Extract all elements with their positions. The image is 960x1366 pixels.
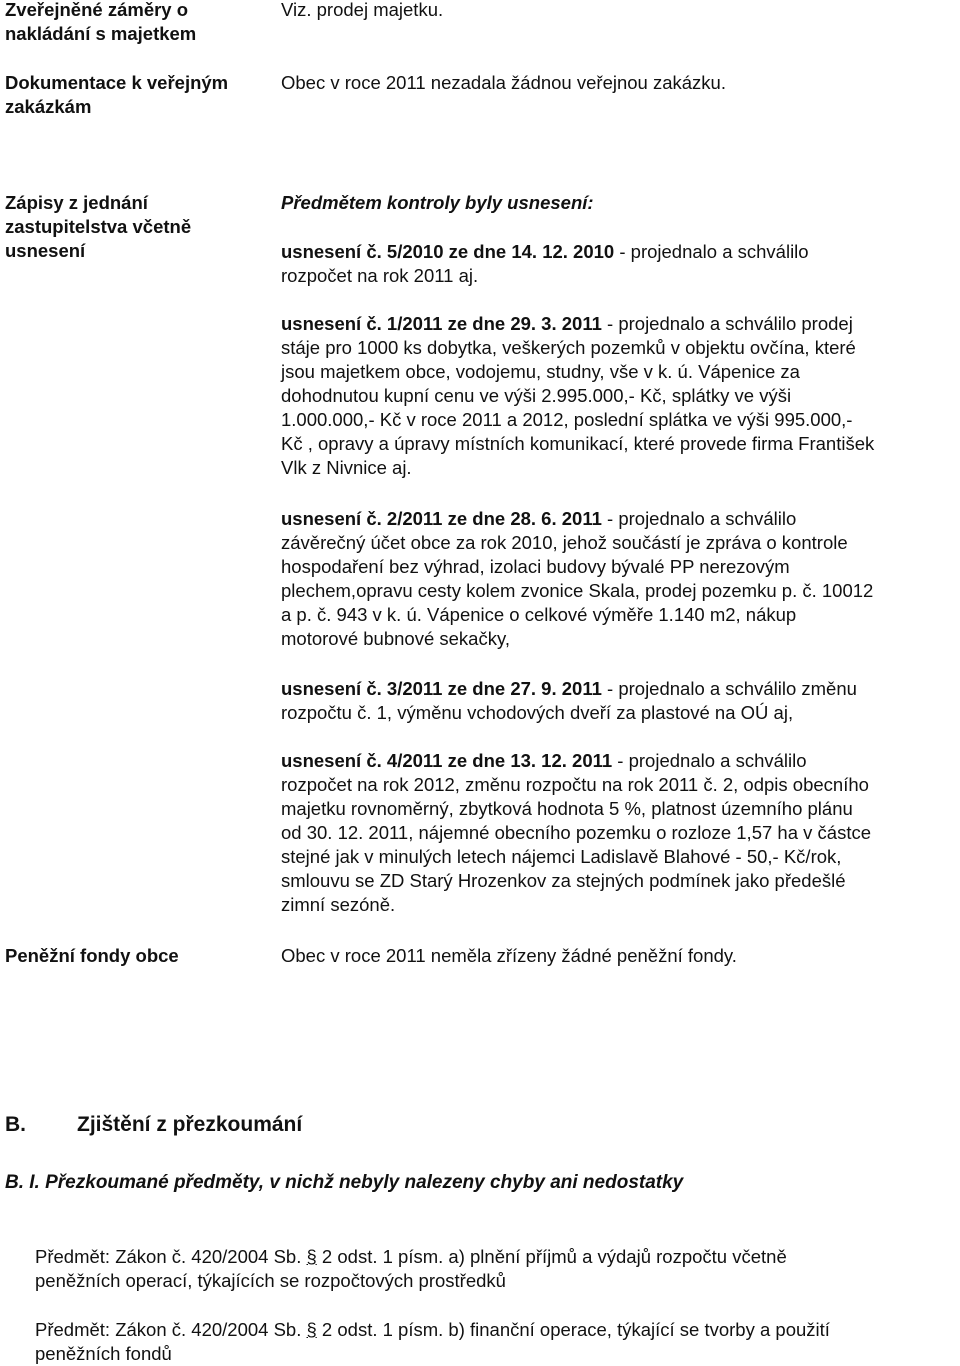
label-public-contracts xyxy=(5,71,267,119)
resolution-line: majetku rovnoměrný, zbytková hodnota 5 %, platnost územního plánu xyxy=(281,798,853,819)
resolution-line: Vlk z Nivnice aj. xyxy=(281,457,412,478)
paragraph-sign: § xyxy=(306,1246,317,1267)
label-line: zakázkám xyxy=(5,96,92,117)
resolution-first-line: usnesení č. 5/2010 ze dne 14. 12. 2010 - projednalo a schválilo xyxy=(281,241,809,262)
resolution-number: usnesení č. 5/2010 ze dne 14. 12. 2010 xyxy=(281,241,615,262)
section-bi-heading: B. I. Přezkoumané předměty, v nichž nebyly nalezeny chyby ani nedostatky xyxy=(5,1172,684,1193)
resolution-item xyxy=(281,240,959,288)
resolution-first-line: usnesení č. 1/2011 ze dne 29. 3. 2011 - projednalo a schválilo prodej xyxy=(281,313,853,334)
label-published-intentions xyxy=(5,0,267,46)
resolution-line: 1.000.000,- Kč v roce 2011 a 2012, poslední splátka ve výši 995.000,- xyxy=(281,409,853,430)
resolution-item xyxy=(281,677,959,725)
subject-item xyxy=(35,1318,955,1366)
resolution-line: hospodaření bez výhrad, izolaci budovy bývalé PP nerezovým xyxy=(281,556,790,577)
subject-line: Předmět: Zákon č. 420/2004 Sb. § 2 odst. 1 písm. a) plnění příjmů a výdajů rozpočtu včetně xyxy=(35,1246,787,1267)
resolution-item xyxy=(281,749,959,917)
resolution-line: rozpočtu č. 1, výměnu vchodových dveří za plastové na OÚ aj, xyxy=(281,702,794,723)
resolution-line: smlouvu se ZD Starý Hrozenkov za stejných podmínek jako předešlé xyxy=(281,870,846,891)
section-title: Zjištění z přezkoumání xyxy=(77,1113,303,1136)
resolution-first-line: usnesení č. 2/2011 ze dne 28. 6. 2011 - projednalo a schválilo xyxy=(281,508,797,529)
resolution-line: jsou majetkem obce, vodojemu, studny, vše v k. ú. Vápenice za xyxy=(281,361,800,382)
inspection-heading: Předmětem kontroly byly usnesení: xyxy=(281,192,594,213)
paragraph-sign: § xyxy=(306,1319,317,1340)
resolution-first-line: usnesení č. 4/2011 ze dne 13. 12. 2011 - projednalo a schválilo xyxy=(281,750,807,771)
resolution-line: stáje pro 1000 ks dobytka, veškerých pozemků v objektu ovčína, které xyxy=(281,337,856,358)
subject-item xyxy=(35,1245,955,1293)
label-money-funds: Peněžní fondy obce xyxy=(5,945,179,966)
resolution-item xyxy=(281,312,959,480)
resolution-number: usnesení č. 1/2011 ze dne 29. 3. 2011 xyxy=(281,313,602,334)
section-b-heading xyxy=(5,1113,303,1137)
label-council-minutes xyxy=(5,191,267,263)
resolution-number: usnesení č. 4/2011 ze dne 13. 12. 2011 xyxy=(281,750,613,771)
resolution-line: rozpočet na rok 2012, změnu rozpočtu na rok 2011 č. 2, odpis obecního xyxy=(281,774,869,795)
section-letter: B. xyxy=(5,1113,26,1136)
resolution-line: Kč , opravy a úpravy místních komunikací, které provede firma František xyxy=(281,433,875,454)
resolution-line: dohodnutou kupní cenu ve výši 2.995.000,- Kč, splátky ve výši xyxy=(281,385,792,406)
label-line: nakládání s majetkem xyxy=(5,23,197,44)
resolution-line: a p. č. 943 v k. ú. Vápenice o celkové výměře 1.140 m2, nákup xyxy=(281,604,797,625)
resolution-number: usnesení č. 3/2011 ze dne 27. 9. 2011 xyxy=(281,678,602,699)
value-public-contracts: Obec v roce 2011 nezadala žádnou veřejnou zakázku. xyxy=(281,72,726,93)
resolution-line: zimní sezóně. xyxy=(281,894,396,915)
value-money-funds: Obec v roce 2011 neměla zřízeny žádné peněžní fondy. xyxy=(281,945,737,966)
resolution-item xyxy=(281,507,959,651)
subject-line: peněžních fondů xyxy=(35,1343,172,1364)
resolution-line: stejné jak v minulých letech nájemci Ladislavě Blahové - 50,- Kč/rok, xyxy=(281,846,842,867)
resolution-number: usnesení č. 2/2011 ze dne 28. 6. 2011 xyxy=(281,508,602,529)
resolution-line: plechem,opravu cesty kolem zvonice Skala, prodej pozemku p. č. 10012 xyxy=(281,580,874,601)
label-line: Zápisy z jednání xyxy=(5,192,148,213)
resolution-line: od 30. 12. 2011, nájemné obecního pozemku o rozloze 1,57 ha v částce xyxy=(281,822,871,843)
label-line: zastupitelstva včetně xyxy=(5,216,192,237)
resolution-first-line: usnesení č. 3/2011 ze dne 27. 9. 2011 - projednalo a schválilo změnu xyxy=(281,678,857,699)
resolution-line: motorové bubnové sekačky, xyxy=(281,628,510,649)
value-published-intentions: Viz. prodej majetku. xyxy=(281,0,444,20)
label-line: usnesení xyxy=(5,240,86,261)
label-line: Dokumentace k veřejným xyxy=(5,72,229,93)
subject-line: peněžních operací, týkajících se rozpočtových prostředků xyxy=(35,1270,506,1291)
resolution-line: rozpočet na rok 2011 aj. xyxy=(281,265,479,286)
label-line: Zveřejněné záměry o xyxy=(5,0,189,20)
resolution-line: závěrečný účet obce za rok 2010, jehož součástí je zpráva o kontrole xyxy=(281,532,848,553)
subject-line: Předmět: Zákon č. 420/2004 Sb. § 2 odst. 1 písm. b) finanční operace, týkající se tvorby a použití xyxy=(35,1319,830,1340)
